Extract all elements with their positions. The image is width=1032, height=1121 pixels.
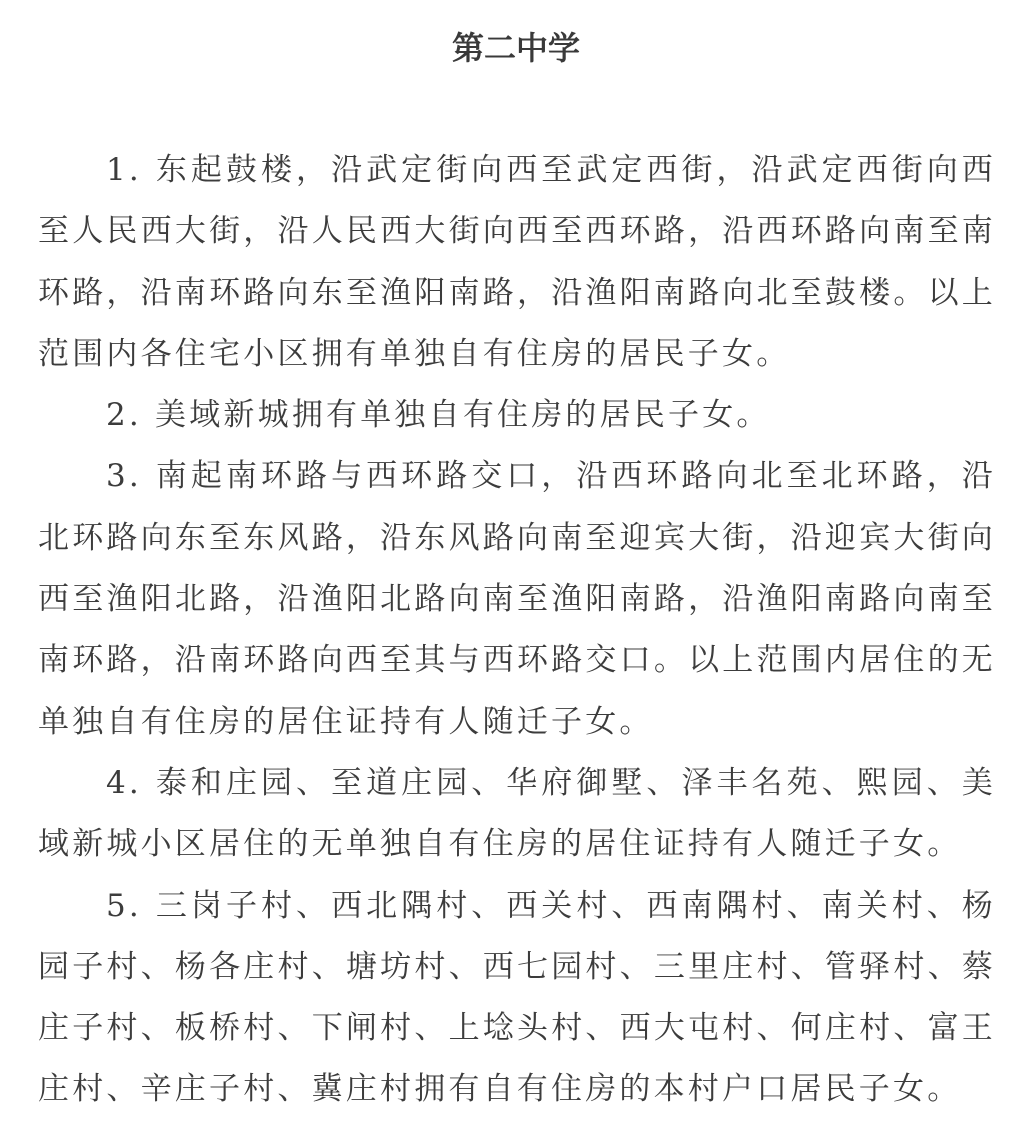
paragraph-5: 5. 三岗子村、西北隅村、西关村、西南隅村、南关村、杨园子村、杨各庄村、塘坊村、西七园村、三里庄村、管驿村、蔡庄子村、板桥村、下闸村、上埝头村、西大屯村、何庄村、富王庄村、辛庄子村、冀庄村拥有自有住房的本村户口居民子女。 bbox=[38, 887, 996, 1108]
paragraph-2: 2. 美域新城拥有单独自有住房的居民子女。 bbox=[106, 397, 771, 434]
page-title: 第二中学 bbox=[451, 29, 580, 67]
paragraph-4: 4. 泰和庄园、至道庄园、华府御墅、泽丰名苑、熙园、美域新城小区居住的无单独自有住房的居住证持有人随迁子女。 bbox=[38, 764, 996, 863]
document-body bbox=[38, 140, 996, 1121]
paragraph-1: 1. 东起鼓楼，沿武定街向西至武定西街，沿武定西街向西至人民西大街，沿人民西大街向西至西环路，沿西环路向南至南环路，沿南环路向东至渔阳南路，沿渔阳南路向北至鼓楼。以上范围内各住宅小区拥有单独自有住房的居民子女。 bbox=[38, 152, 996, 372]
paragraph-3: 3. 南起南环路与西环路交口，沿西环路向北至北环路，沿北环路向东至东风路，沿东风路向南至迎宾大街，沿迎宾大街向西至渔阳北路，沿渔阳北路向南至渔阳南路，沿渔阳南路向南至南环路，沿南环路向西至其与西环路交口。以上范围内居住的无单独自有住房的居住证持有人随迁子女。 bbox=[38, 458, 996, 740]
